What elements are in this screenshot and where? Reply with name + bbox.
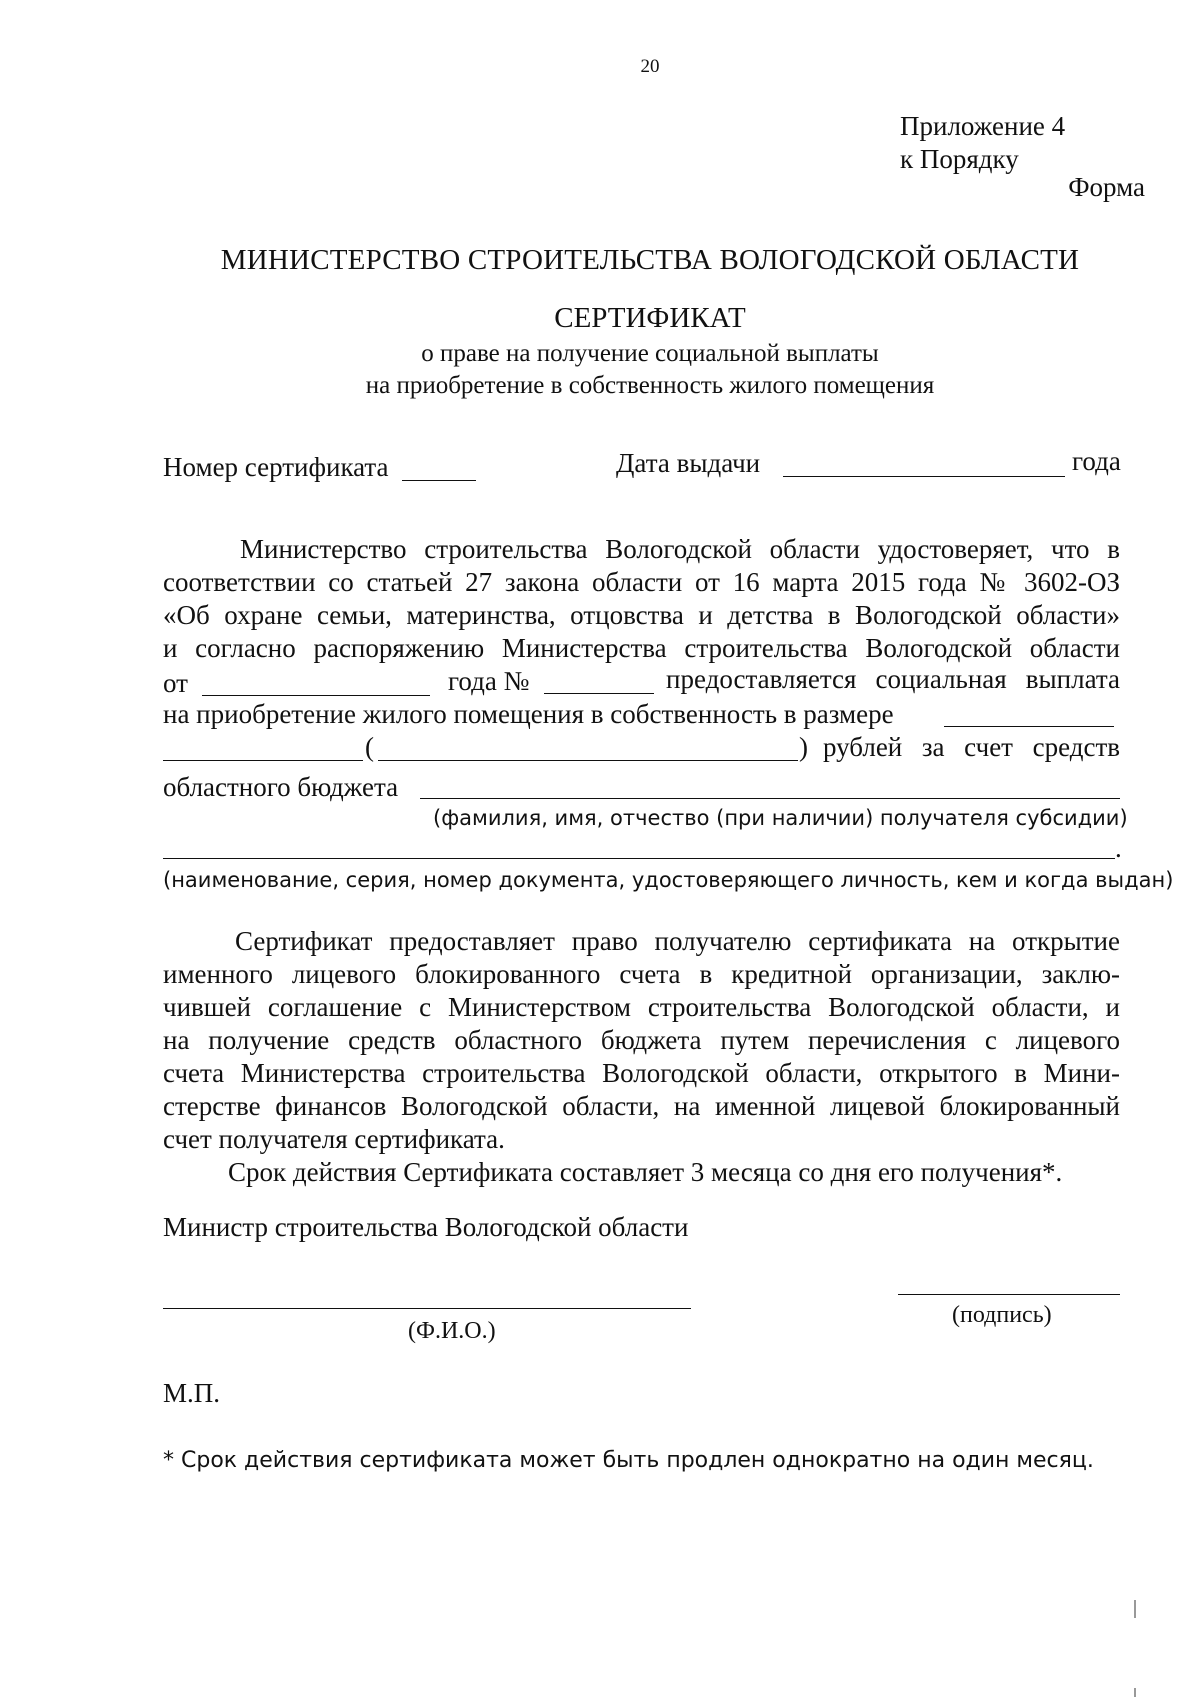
body2-line-1: Сертификат предоставляет право получателю сертификата на открытие [235, 926, 1120, 956]
form-label: Форма [1068, 172, 1145, 202]
fio-blank [163, 1308, 691, 1309]
amount-extra-blank [163, 760, 363, 761]
body1-line-2: соответствии со статьей 27 закона области от 16 марта 2015 года № 3602-ОЗ [163, 567, 1120, 597]
body1-year-number: года № [448, 666, 530, 696]
issue-date-blank [783, 476, 1065, 477]
body1-line-5-rest: предоставляется социальная выплата [666, 664, 1120, 694]
minister-title: Министр строительства Вологодской области [163, 1212, 689, 1242]
issue-date-label: Дата выдачи [616, 448, 761, 478]
amount-open-paren: ( [365, 732, 374, 762]
body1-line-3: «Об охране семьи, материнства, отцовства и детства в Вологодской области» [163, 600, 1120, 630]
ministry-heading: МИНИСТЕРСТВО СТРОИТЕЛЬСТВА ВОЛОГОДСКОЙ ОБЛАСТИ [220, 244, 1080, 276]
order-number-blank [544, 693, 654, 694]
appendix-reference [900, 110, 1065, 176]
certificate-subtitle-2: на приобретение в собственность жилого помещения [365, 372, 935, 399]
body2-line-6: стерстве финансов Вологодской области, на именной лицевой блокированный [163, 1091, 1120, 1121]
certificate-number-label: Номер сертификата [163, 452, 389, 482]
page-number: 20 [640, 56, 660, 77]
amount-words-blank [378, 760, 798, 761]
body1-from-word: от [163, 668, 188, 698]
identity-document-dot: . [1115, 833, 1122, 863]
certificate-title: СЕРТИФИКАТ [554, 302, 746, 334]
recipient-name-blank [420, 798, 1120, 799]
body1-line-4: и согласно распоряжению Министерства строительства Вологодской области [163, 633, 1120, 663]
scan-mark [1134, 1600, 1136, 1618]
appendix-line-2: к Порядку [900, 144, 1019, 174]
body1-line-7-rest: рублей за счет средств [823, 732, 1120, 762]
scan-mark-bottom [1134, 1688, 1136, 1697]
identity-document-blank [163, 858, 1115, 859]
body2-line-5: счета Министерства строительства Вологодской области, открытого в Мини- [163, 1058, 1120, 1088]
body1-line-1: Министерство строительства Вологодской области удостоверяет, что в [240, 534, 1120, 564]
validity-statement: Срок действия Сертификата составляет 3 месяца со дня его получения*. [228, 1157, 1063, 1187]
signature-blank [898, 1294, 1120, 1295]
body2-line-7: счет получателя сертификата. [163, 1124, 505, 1154]
recipient-caption: (фамилия, имя, отчество (при наличии) получателя субсидии) [433, 806, 1128, 830]
body2-line-2: именного лицевого блокированного счета в кредитной организации, заклю- [163, 959, 1120, 989]
order-date-blank [202, 695, 430, 696]
fio-caption: (Ф.И.О.) [408, 1318, 496, 1344]
amount-close-paren: ) [799, 732, 808, 762]
certificate-number-blank [402, 480, 476, 481]
issue-date-year-word: года [1072, 446, 1121, 476]
stamp-place: М.П. [163, 1378, 221, 1408]
identity-document-caption: (наименование, серия, номер документа, удостоверяющего личность, кем и когда выдан) [163, 868, 1174, 892]
body1-line-6: на приобретение жилого помещения в собственность в размере [163, 699, 894, 729]
footnote: * Срок действия сертификата может быть продлен однократно на один месяц. [163, 1448, 1094, 1473]
amount-digits-blank [944, 726, 1114, 727]
appendix-line-1: Приложение 4 [900, 111, 1066, 141]
certificate-subtitle-1: о праве на получение социальной выплаты [421, 340, 879, 367]
body2-line-3: чившей соглашение с Министерством строительства Вологодской области, и [163, 992, 1120, 1022]
signature-caption: (подпись) [952, 1302, 1052, 1328]
body2-line-4: на получение средств областного бюджета путем перечисления с лицевого [163, 1025, 1120, 1055]
body1-line-8: областного бюджета [163, 772, 399, 802]
